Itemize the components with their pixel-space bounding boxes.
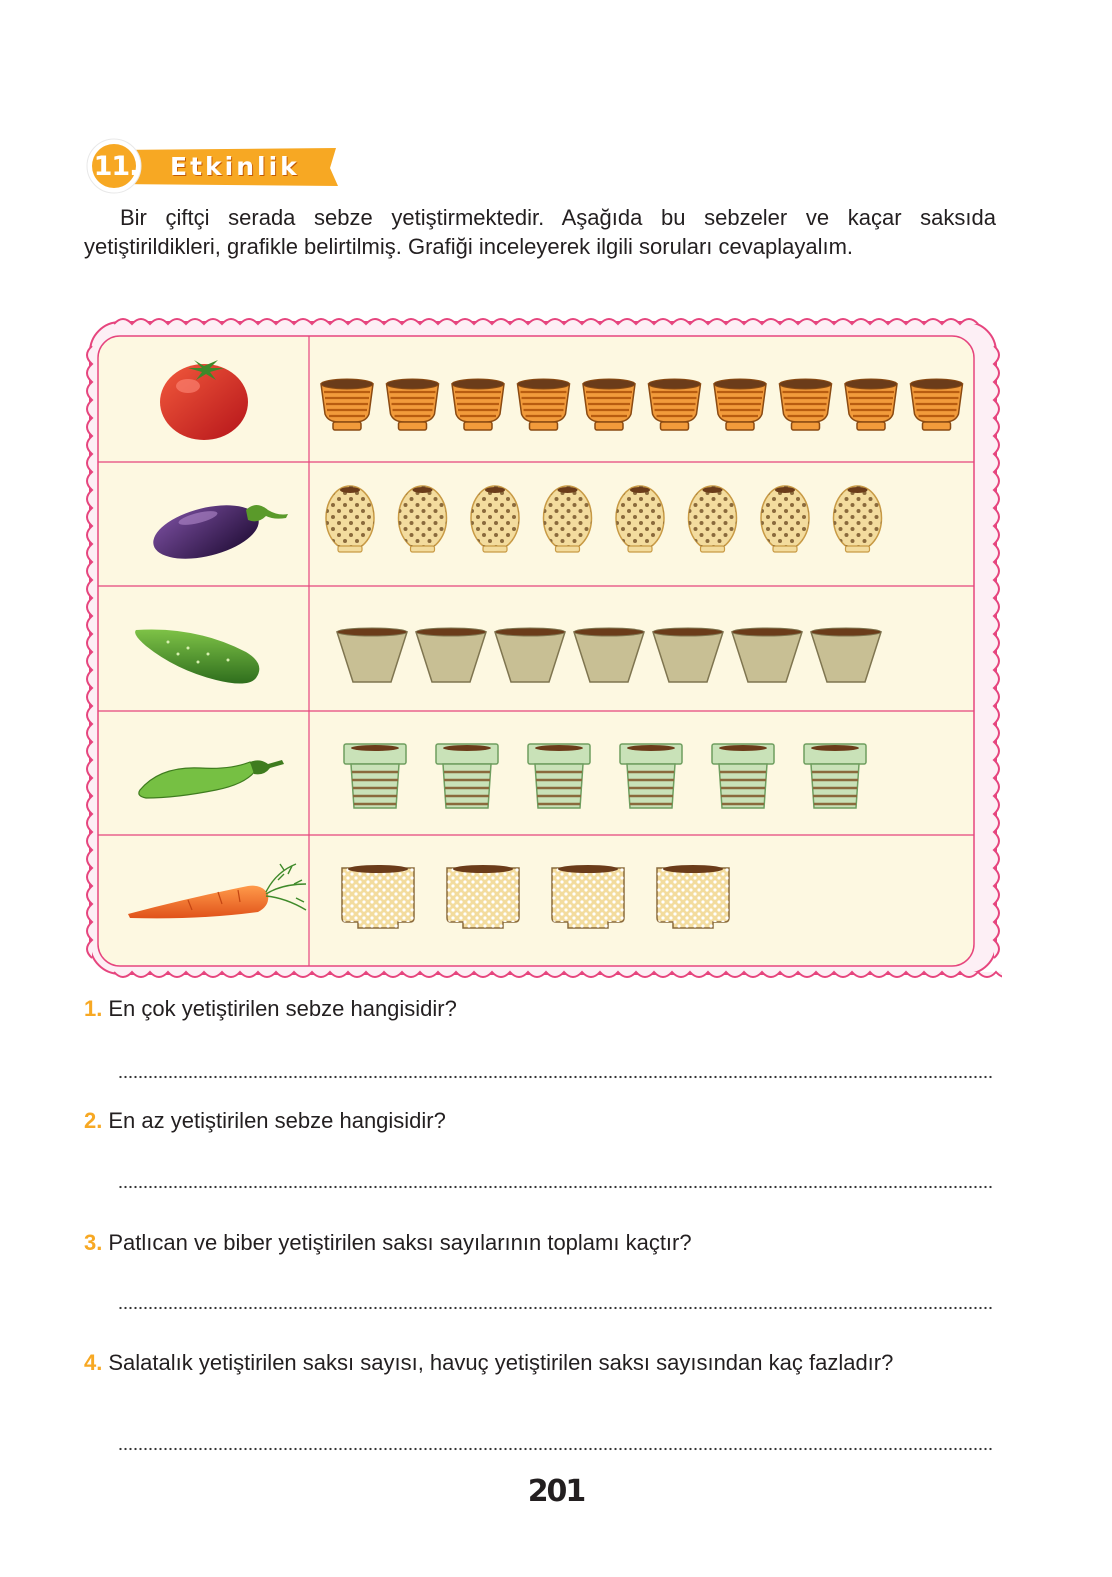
answer-line-4[interactable] [118, 1447, 992, 1451]
question-4: 4. Salatalık yetiştirilen saksı sayısı, havuç yetiştirilen saksı sayısından kaç fazladır? [84, 1350, 894, 1375]
pot-green-striped-pot-2 [436, 744, 498, 808]
pot-dotted-square-pot-2 [447, 865, 519, 928]
answer-line-2[interactable] [118, 1185, 992, 1189]
activity-title: Etkinlik [170, 152, 300, 181]
question-1: 1. En çok yetiştirilen sebze hangisidir? [84, 996, 457, 1021]
pot-dotted-square-pot-1 [342, 865, 414, 928]
pot-green-striped-pot-1 [344, 744, 406, 808]
pot-green-striped-pot-4 [620, 744, 682, 808]
pot-green-striped-pot-5 [712, 744, 774, 808]
pot-dotted-square-pot-4 [657, 865, 729, 928]
pot-green-striped-pot-6 [804, 744, 866, 808]
answer-line-3[interactable] [118, 1306, 992, 1310]
page-number: 201 [527, 1474, 585, 1509]
pot-green-striped-pot-3 [528, 744, 590, 808]
question-3: 3. Patlıcan ve biber yetiştirilen saksı sayılarının toplamı kaçtır? [84, 1230, 692, 1255]
question-2: 2. En az yetiştirilen sebze hangisidir? [84, 1108, 446, 1133]
intro-text: Bir çiftçi serada sebze yetiştirmektedir. Aşağıda bu sebzeler ve kaçar saksıda yetiştirildikleri, grafikle belirtilmiş. Grafiği inceleyerek ilgili soruları cevaplayalım. [84, 205, 996, 259]
pictograph-chart [84, 316, 1002, 980]
answer-line-1[interactable] [118, 1075, 992, 1079]
activity-number: 11. [93, 151, 139, 182]
activity-header [84, 138, 344, 194]
pot-dotted-square-pot-3 [552, 865, 624, 928]
